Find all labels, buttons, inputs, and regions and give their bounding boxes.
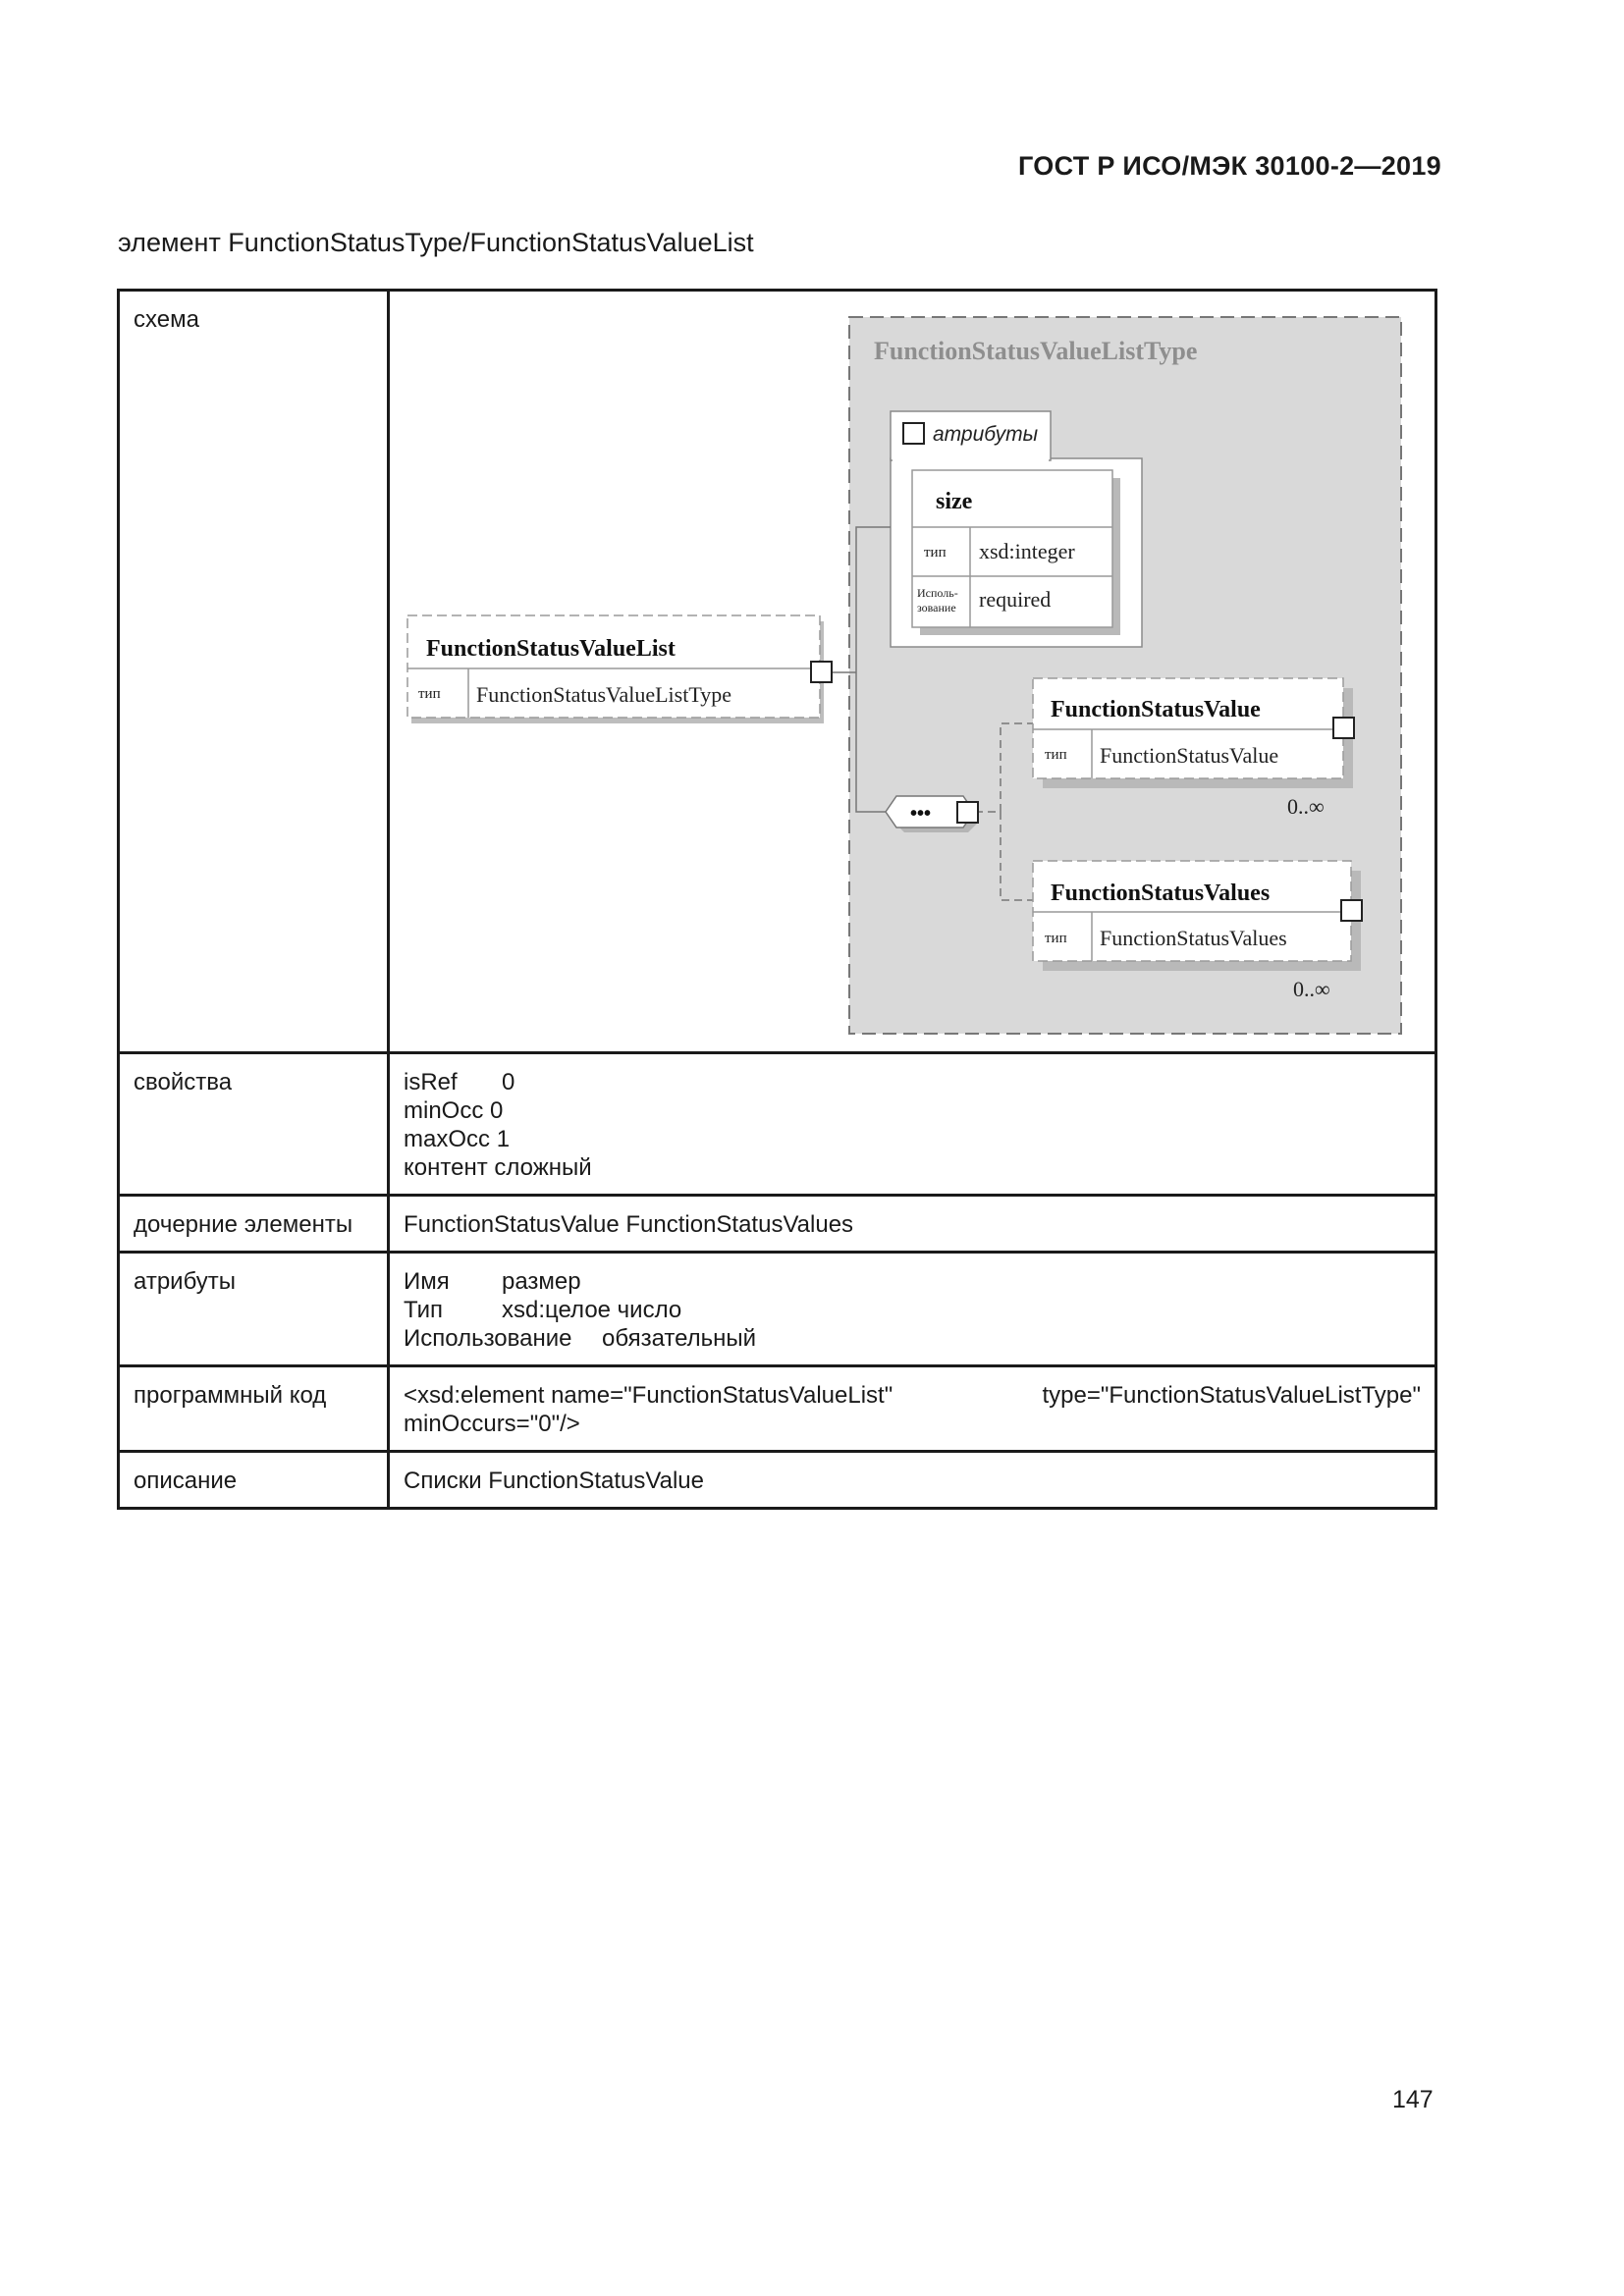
attributes-value: Имя размер Тип xsd:целое число Использование обязательный bbox=[389, 1253, 1436, 1366]
child-element-name: FunctionStatusValue bbox=[1051, 697, 1261, 722]
schema-diagram-cell bbox=[389, 291, 1436, 1053]
child-type: FunctionStatusValue bbox=[1100, 743, 1279, 768]
root-type: FunctionStatusValueListType bbox=[476, 682, 731, 707]
root-element-name: FunctionStatusValueList bbox=[426, 636, 676, 662]
attribute-use-label-2: зование bbox=[917, 601, 956, 614]
properties-row bbox=[119, 1053, 1436, 1196]
attribute-type: xsd:integer bbox=[979, 539, 1075, 563]
element-description-table bbox=[117, 289, 1437, 1510]
element-caption: элемент FunctionStatusType/FunctionStatusValueList bbox=[118, 228, 754, 257]
children-label: дочерние элементы bbox=[119, 1196, 389, 1253]
children-value: FunctionStatusValue FunctionStatusValues bbox=[389, 1196, 1436, 1253]
expand-box-icon bbox=[1341, 900, 1362, 921]
schema-row bbox=[119, 291, 1436, 1053]
properties-value: isRef 0 minOcc 0 maxOcc 1 контент сложный bbox=[389, 1053, 1436, 1196]
page-number: 147 bbox=[1392, 2086, 1434, 2113]
child-type-label: тип bbox=[1045, 747, 1067, 763]
child-occurs: 0..∞ bbox=[1287, 794, 1325, 819]
expand-box-icon bbox=[1333, 718, 1354, 738]
sequence-symbol: ••• bbox=[910, 803, 932, 825]
code-row bbox=[119, 1366, 1436, 1452]
code-value: <xsd:element name="FunctionStatusValueList" type="FunctionStatusValueListType" minOccurs="0"/> bbox=[389, 1366, 1436, 1452]
child-occurs: 0..∞ bbox=[1293, 977, 1330, 1001]
attribute-name: size bbox=[936, 489, 973, 514]
expand-box-icon bbox=[957, 802, 978, 823]
attributes-row bbox=[119, 1253, 1436, 1366]
child-type-label: тип bbox=[1045, 931, 1067, 946]
attribute-type-label: тип bbox=[924, 545, 947, 561]
attribute-use: required bbox=[979, 587, 1052, 612]
description-label: описание bbox=[119, 1452, 389, 1509]
complex-type-name: FunctionStatusValueListType bbox=[874, 337, 1198, 365]
description-row bbox=[119, 1452, 1436, 1509]
code-label: программный код bbox=[119, 1366, 389, 1452]
schema-diagram bbox=[390, 292, 1468, 1057]
child-type: FunctionStatusValues bbox=[1100, 926, 1287, 950]
attributes-title: атрибуты bbox=[933, 423, 1039, 446]
attributes-label: атрибуты bbox=[119, 1253, 389, 1366]
properties-label: свойства bbox=[119, 1053, 389, 1196]
expand-box-icon bbox=[811, 662, 832, 682]
root-type-label: тип bbox=[418, 686, 441, 702]
attribute-use-label-1: Исполь- bbox=[917, 586, 958, 600]
child-element-name: FunctionStatusValues bbox=[1051, 881, 1271, 906]
children-row bbox=[119, 1196, 1436, 1253]
standard-designation: ГОСТ Р ИСО/МЭК 30100-2—2019 bbox=[1018, 151, 1441, 181]
schema-label: схема bbox=[119, 291, 389, 1053]
description-value: Списки FunctionStatusValue bbox=[389, 1452, 1436, 1509]
